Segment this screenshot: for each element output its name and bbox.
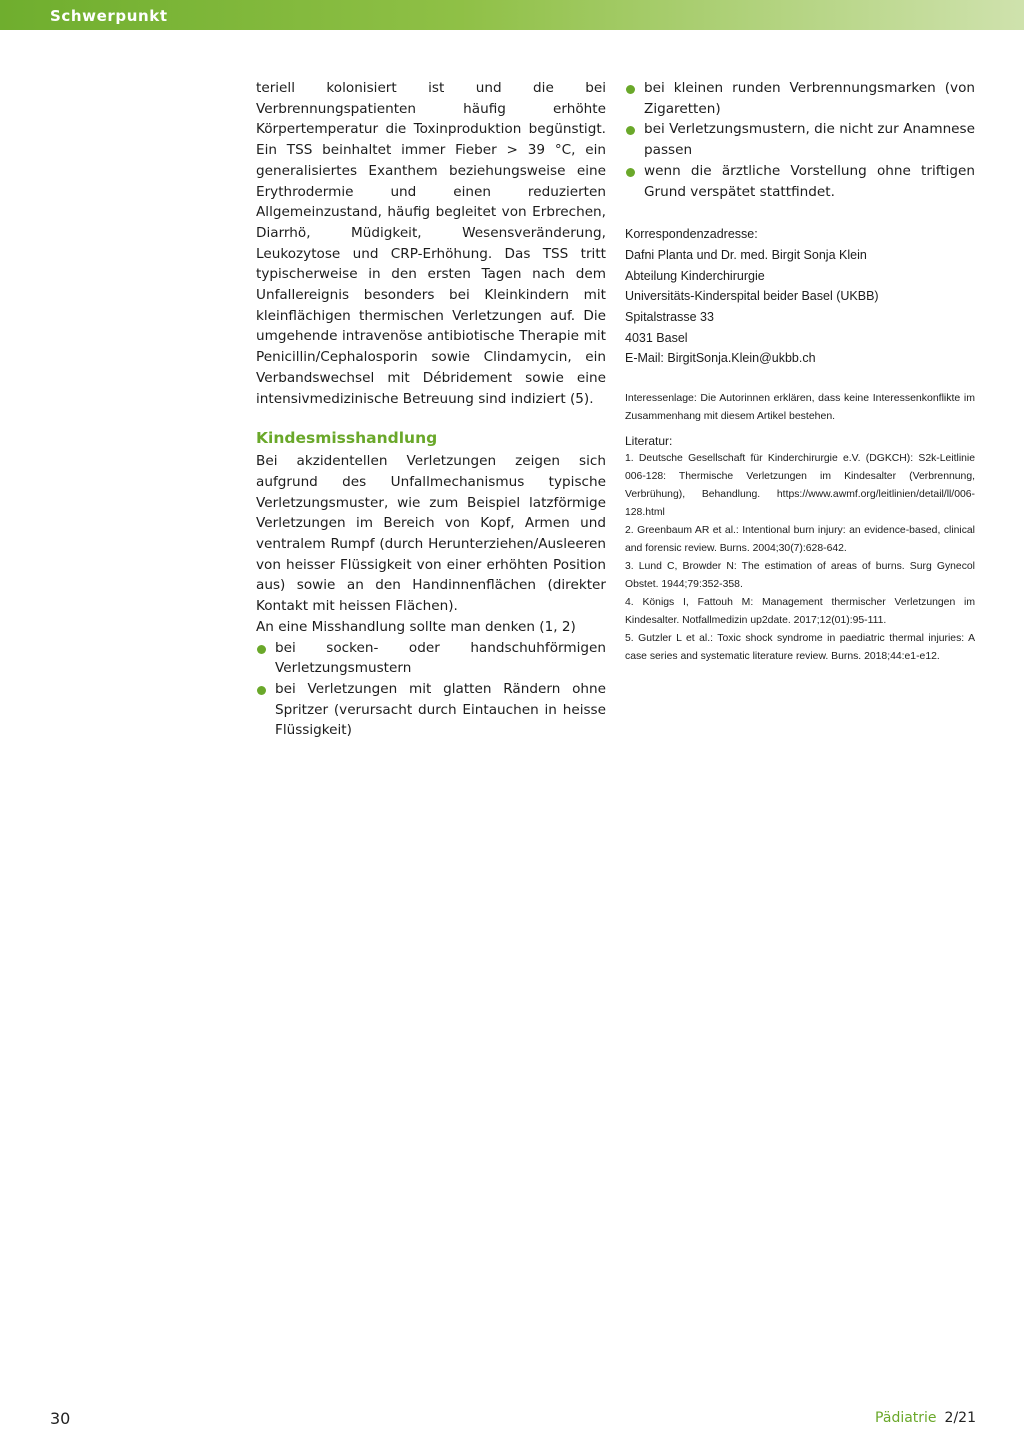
bullet-dot-icon xyxy=(257,686,266,695)
section-heading: Kindesmisshandlung xyxy=(256,429,438,448)
right-column xyxy=(625,78,975,666)
email-line: E-Mail: BirgitSonja.Klein@ukbb.ch xyxy=(625,351,816,366)
address-line: Abteilung Kinderchirurgie xyxy=(625,268,765,283)
bullet-dot-icon xyxy=(257,645,266,654)
footer-magazine xyxy=(875,1410,976,1426)
list-item xyxy=(625,78,975,119)
list-item-text: bei Verletzungen mit glatten Rändern ohne Spritzer (verursacht durch Eintauchen in heisse Flüssigkeit) xyxy=(275,680,606,739)
bullet-list-right xyxy=(625,78,975,202)
literature-label: Literatur: xyxy=(625,434,673,449)
reference-item: 2. Greenbaum AR et al.: Intentional burn injury: an evidence-based, clinical and forensic review. Burns. 2004;30(7):628-642. xyxy=(625,525,975,555)
header-bar xyxy=(0,0,1024,30)
bullet-dot-icon xyxy=(626,126,635,135)
reference-item: 1. Deutsche Gesellschaft für Kinderchirurgie e.V. (DGKCH): S2k-Leitlinie 006-128: Thermische Verletzungen im Kindesalter (Verbrennung, Verbrühung), Behandlung. https://www.awmf.org/leitlinien/detail/ll/006-128.html xyxy=(625,453,975,519)
page-number: 30 xyxy=(50,1409,71,1428)
magazine-name: Pädiatrie xyxy=(875,1410,937,1426)
list-item-text: wenn die ärztliche Vorstellung ohne triftigen Grund verspätet stattfindet. xyxy=(644,162,975,200)
body-paragraph: Bei akzidentellen Verletzungen zeigen sich aufgrund des Unfallmechanismus typische Verletzungsmuster, wie zum Beispiel latzförmige Verletzungen im Bereich von Kopf, Armen und ventralem Rumpf (durch Herunterziehen/Ausleeren von heisser Flüssigkeit von einer erhöhten Position aus) sowie an den Handinnenflächen (direkter Kontakt mit heissen Flächen). xyxy=(256,453,606,615)
address-line: Dafni Planta und Dr. med. Birgit Sonja Klein xyxy=(625,247,867,262)
reference-list xyxy=(625,450,975,666)
list-item-text: bei Verletzungsmustern, die nicht zur Anamnese passen xyxy=(644,121,975,159)
reference-item: 5. Gutzler L et al.: Toxic shock syndrome in paediatric thermal injuries: A case series and systematic literature review. Burns. 2018;44:e1-e12. xyxy=(625,633,975,663)
bullet-dot-icon xyxy=(626,85,635,94)
conflict-note: Interessenlage: Die Autorinnen erklären, dass keine Interessenkonflikte im Zusammenhang mit diesem Artikel bestehen. xyxy=(625,392,975,423)
section-title: Schwerpunkt xyxy=(50,7,168,25)
correspondence-label: Korrespondenzadresse: xyxy=(625,227,758,242)
list-item xyxy=(625,161,975,202)
list-item-text: bei socken- oder handschuhförmigen Verletzungsmustern xyxy=(275,639,606,677)
left-column xyxy=(256,78,606,741)
bullet-list-left xyxy=(256,638,606,742)
correspondence-block xyxy=(625,224,975,369)
list-intro: An eine Misshandlung sollte man denken (1, 2) xyxy=(256,618,576,635)
list-item xyxy=(256,638,606,679)
list-item xyxy=(256,679,606,741)
list-item xyxy=(625,119,975,160)
intro-paragraph: teriell kolonisiert ist und die bei Verbrennungspatienten häufig erhöhte Körpertemperatur die Toxinproduktion begünstigt. Ein TSS beinhaltet immer Fieber > 39 °C, ein generalisiertes Exanthem beziehungsweise eine Erythrodermie und einen reduzierten Allgemeinzustand, häufig begleitet von Erbrechen, Diarrhö, Müdigkeit, Wesensveränderung, Leukozytose und CRP-Erhöhung. Das TSS tritt typischerweise in den ersten Tagen nach dem Unfallereignis besonders bei Kleinkindern mit kleinflächigen thermischen Verletzungen auf. Die umgehende intravenöse antibiotische Therapie mit Penicillin/Cephalosporin sowie Clindamycin, ein Verbandswechsel mit Débridement sowie eine intensivmedizinische Betreuung sind indiziert (5). xyxy=(256,80,606,407)
reference-item: 4. Königs I, Fattouh M: Management thermischer Verletzungen im Kindesalter. Notfallmedizin up2date. 2017;12(01):95-111. xyxy=(625,597,975,627)
address-line: Spitalstrasse 33 xyxy=(625,310,714,325)
bullet-dot-icon xyxy=(626,168,635,177)
reference-item: 3. Lund C, Browder N: The estimation of areas of burns. Surg Gynecol Obstet. 1944;79:352-358. xyxy=(625,561,975,591)
address-line: 4031 Basel xyxy=(625,330,688,345)
list-item-text: bei kleinen runden Verbrennungsmarken (von Zigaretten) xyxy=(644,80,975,117)
issue-number: 2/21 xyxy=(944,1410,976,1426)
address-line: Universitäts-Kinderspital beider Basel (UKBB) xyxy=(625,289,879,304)
